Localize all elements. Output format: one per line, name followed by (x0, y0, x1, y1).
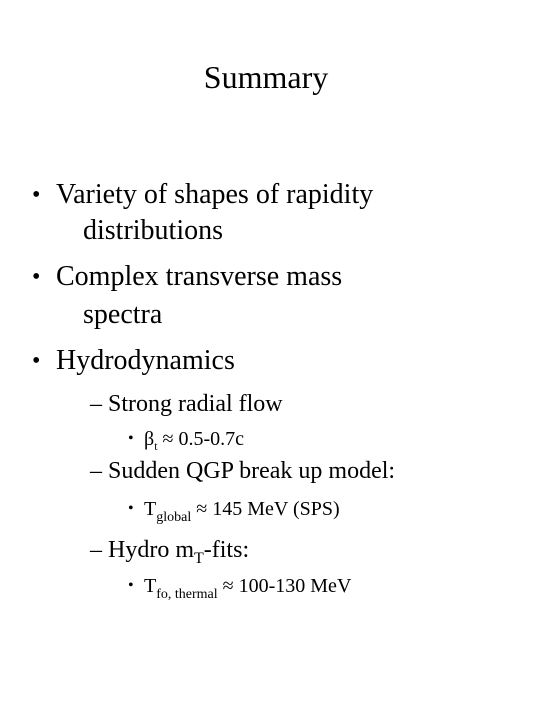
bullet-icon: • (32, 348, 41, 374)
sub-item-hydro-fits (90, 535, 249, 568)
bullet-item-mt-spectra (32, 256, 343, 298)
slide-title: Summary (203, 59, 329, 95)
t-fo-value: ≈ 100-130 MeV (222, 575, 352, 597)
t-fo-subscript: fo, thermal (156, 587, 218, 602)
bullet-text: Variety of shapes of rapidity (56, 179, 374, 210)
sub-item-text: Sudden QGP break up model: (108, 458, 396, 484)
bullet-item-rapidity-continued (83, 210, 223, 252)
t-global-subscript: global (156, 510, 192, 525)
sub-item-radial-flow (90, 389, 283, 419)
t-global-value: ≈ 145 MeV (SPS) (196, 498, 340, 520)
sub-sub-item-t-global (128, 496, 340, 525)
dash-icon: – (90, 391, 102, 417)
hydro-fits-prefix: Hydro m (108, 537, 194, 563)
bullet-item-mt-spectra-continued (83, 294, 162, 336)
bullet-text: distributions (83, 215, 224, 246)
beta-value: ≈ 0.5-0.7c (162, 428, 245, 450)
bullet-text: Complex transverse mass (56, 261, 343, 292)
sub-item-qgp-breakup (90, 456, 395, 486)
beta-subscript: t (154, 439, 158, 453)
sub-sub-item-t-fo (128, 573, 352, 602)
t-symbol: T (144, 575, 157, 597)
bullet-icon: • (32, 182, 41, 208)
bullet-icon: • (128, 430, 134, 447)
sub-item-text: Strong radial flow (108, 391, 283, 417)
bullet-icon: • (128, 577, 134, 594)
bullet-text: spectra (83, 299, 163, 330)
bullet-icon: • (32, 264, 41, 290)
hydro-fits-suffix: -fits: (203, 537, 250, 563)
t-symbol: T (144, 498, 157, 520)
dash-icon: – (90, 537, 102, 563)
hydro-fits-subscript: T (194, 550, 204, 567)
bullet-item-hydrodynamics (32, 340, 235, 382)
bullet-icon: • (128, 500, 134, 517)
dash-icon: – (90, 458, 102, 484)
bullet-text: Hydrodynamics (56, 345, 235, 376)
beta-symbol: β (144, 428, 155, 450)
sub-sub-item-beta (128, 426, 245, 454)
